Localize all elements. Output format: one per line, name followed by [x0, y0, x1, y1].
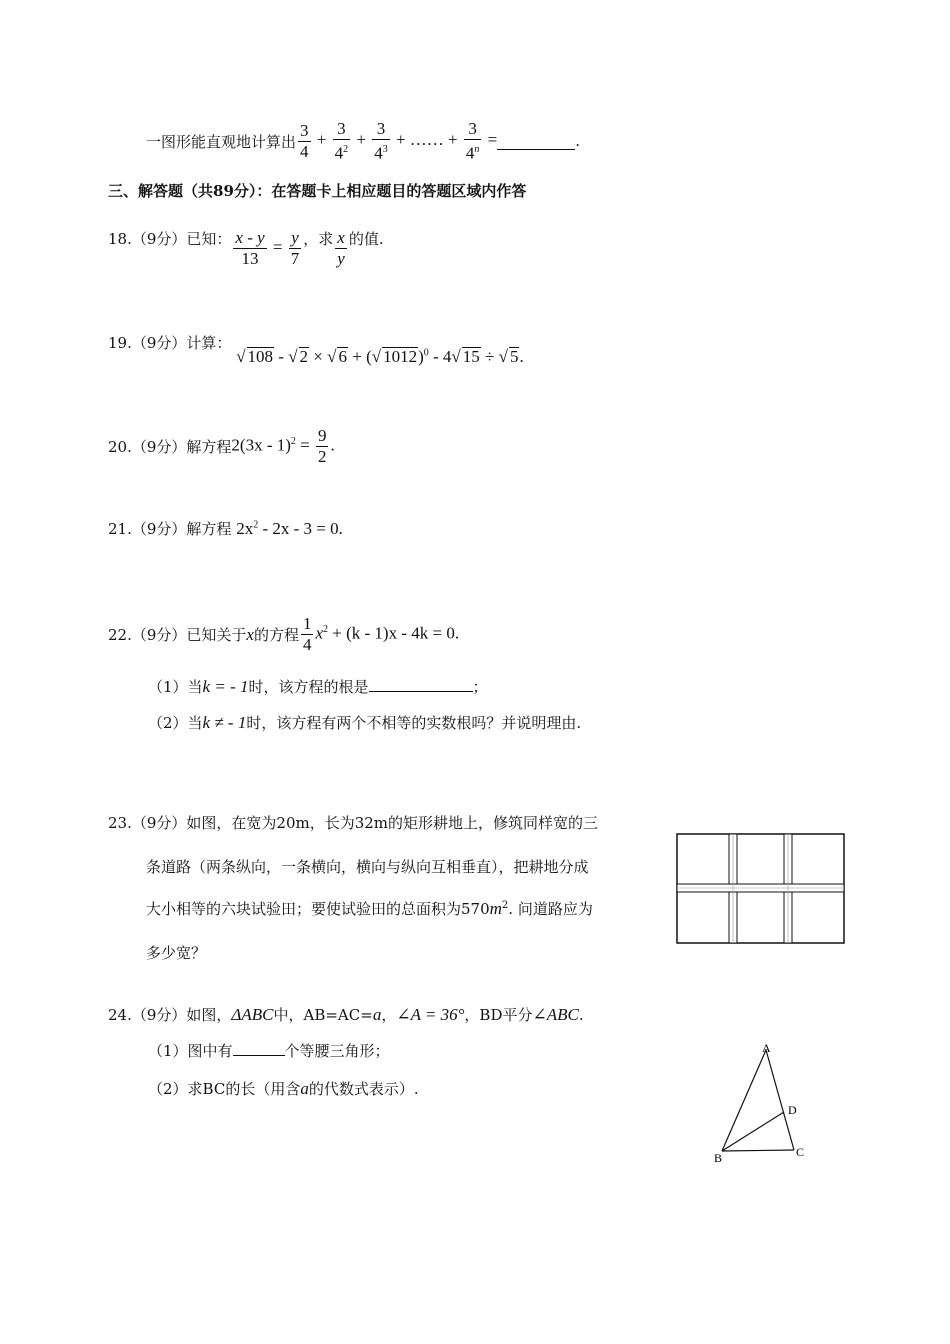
- q24-sub2: （2）求BC的长（用含a的代数式表示）.: [148, 1079, 419, 1098]
- series-prefix: 一图形能直观地计算出: [146, 132, 297, 151]
- q22-sub2: （2）当k ≠ - 1时，该方程有两个不相等的实数根吗？并说明理由.: [148, 713, 582, 732]
- q22-answer-blank[interactable]: [369, 677, 473, 692]
- answer-blank[interactable]: [497, 133, 575, 150]
- field-figure: [676, 833, 846, 945]
- q22-sub1: （1）当k = - 1时，该方程的根是 ；: [148, 677, 488, 696]
- question-19: [108, 334, 524, 366]
- q24-answer-blank[interactable]: [233, 1041, 285, 1056]
- vertex-label-b: B: [714, 1151, 723, 1165]
- triangle-figure: [712, 1040, 842, 1166]
- series-expression: $\frac{3}{4}$ + $\frac{3}{4^2}$ + $\frac{3}{4^3}$ + …… + $\frac{3}{4^n}$ =: [300, 118, 498, 163]
- q19-expression: √ 108 - √ 2 × √ 6 + (√ 1012)$^0$ - 4√ 15 ÷ √ 5.: [236, 347, 524, 366]
- question-18: 18.（9分）已知： $\frac{x - y}{13}$ = $\frac{y}{7}$ ，求 $\frac{x}{y}$ 的值.: [108, 228, 384, 268]
- question-22: 22.（9分）已知关于 x 的方程 $\frac{1}{4}$ $x^2 + (k - 1)x - 4k = 0$.: [108, 614, 460, 654]
- q24-sub1: （1）图中有 个等腰三角形；: [148, 1042, 390, 1060]
- question-21: [108, 518, 343, 539]
- q24-label: 24.（9分）如图，: [108, 1006, 232, 1024]
- q21-equation: $2x^2 - 2x - 3 = 0$.: [236, 519, 343, 538]
- series-line: 一图形能直观地计算出 $\frac{3}{4}$ + $\frac{3}{4^2}$ + $\frac{3}{4^3}$ + …… + $\frac{3}{4^n}$ = .: [146, 118, 581, 163]
- section-header: 三、解答题（共89分）：在答题卡上相应题目的答题区域内作答: [108, 182, 527, 200]
- q22-equation: $\frac{1}{4}$ $x^2 + (k - 1)x - 4k = 0$.: [302, 614, 460, 654]
- q22-label: 22.（9分）已知关于: [108, 626, 247, 644]
- vertex-label-d: D: [788, 1103, 797, 1117]
- q18-ask-fraction: $\frac{x}{y}$: [337, 228, 345, 268]
- q23-line2: 条道路（两条纵向，一条横向，横向与纵向互相垂直），把耕地分成: [146, 858, 589, 876]
- q20-label: 20.（9分）解方程: [108, 438, 232, 456]
- vertex-label-c: C: [796, 1145, 805, 1159]
- q23-line1: 23.（9分）如图，在宽为20m，长为32m的矩形耕地上，修筑同样宽的三: [108, 814, 599, 832]
- q23-line4: 多少宽？: [146, 944, 207, 962]
- q18-label: 18.（9分）已知：: [108, 230, 232, 248]
- q21-label: 21.（9分）解方程: [108, 520, 232, 538]
- q18-equation: $\frac{x - y}{13}$ = $\frac{y}{7}$: [235, 228, 300, 268]
- question-24: 24.（9分）如图，ΔABC中，AB=AC=a，∠A = 36°，BD平分∠ABC.: [108, 1005, 584, 1024]
- q23-line3: 大小相等的六块试验田；要使试验田的总面积为$570m^2$. 问道路应为: [146, 899, 593, 918]
- q19-label: 19.（9分）计算：: [108, 334, 232, 352]
- q20-equation: 2(3x - 1)$^2$ = $\frac{9}{2}$ .: [231, 426, 335, 466]
- question-20: [108, 426, 335, 467]
- vertex-label-a: A: [762, 1041, 771, 1055]
